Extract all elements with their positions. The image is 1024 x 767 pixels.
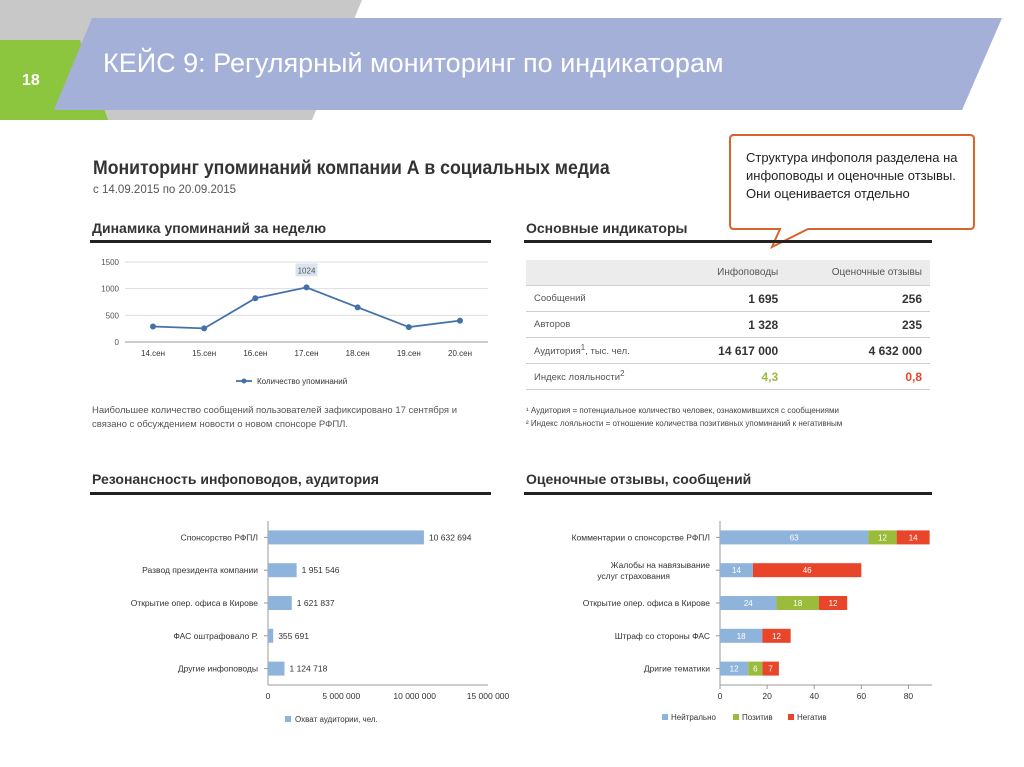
- legend-marker: [242, 379, 247, 384]
- segment-label: 12: [828, 599, 838, 608]
- y-tick-label: 0: [114, 338, 119, 347]
- table-cell: 256: [786, 286, 930, 312]
- table-cell: 1 695: [682, 286, 786, 312]
- line-chart-dynamics: [90, 250, 495, 395]
- row-label-text: Индекс лояльности: [534, 372, 621, 384]
- y-tick-label: 1000: [101, 284, 119, 294]
- table-row-label: Сообщений: [526, 286, 682, 312]
- segment-label: 63: [789, 533, 799, 543]
- segment-label: 24: [743, 599, 753, 608]
- data-point: [457, 318, 463, 324]
- bar: [268, 629, 273, 643]
- segment-label: 12: [772, 631, 781, 641]
- category-label: [597, 560, 710, 581]
- table-row: [526, 312, 930, 338]
- section-title-indicators: Основные индикаторы: [526, 220, 688, 236]
- x-tick-label: 40: [809, 691, 819, 701]
- table-header-row: [526, 260, 930, 286]
- highlight-label: 1024: [297, 266, 316, 276]
- category-label: Спонсорство РФПЛ: [180, 532, 258, 543]
- category-label-line: Дригие тематики: [643, 663, 710, 674]
- segment-label: 46: [802, 566, 812, 576]
- data-label: 1 621 837: [296, 598, 335, 608]
- table-cell: 4 632 000: [786, 338, 930, 364]
- data-point: [355, 304, 361, 310]
- footnote-marker: 2: [620, 369, 625, 379]
- x-tick-label: 16.сен: [243, 349, 268, 358]
- x-tick-label: 18.сен: [345, 349, 370, 358]
- table-row-label: [526, 338, 682, 364]
- table-row-label: Авторов: [526, 312, 682, 338]
- data-point: [406, 324, 412, 330]
- category-label: [644, 664, 710, 674]
- data-point: [252, 295, 258, 301]
- data-point: [304, 284, 310, 290]
- table-cell: 14 617 000: [682, 338, 786, 364]
- bar: [268, 662, 284, 676]
- x-tick-label: 10 000 000: [393, 691, 436, 701]
- footnote-marker: 1: [580, 343, 586, 353]
- x-tick-label: 15 000 000: [466, 691, 510, 701]
- data-label: 1 124 718: [289, 663, 328, 674]
- footnote-1: ¹ Аудитория = потенциальное количество человек, ознакомившихся с сообщениями: [526, 406, 839, 415]
- data-point: [201, 325, 207, 331]
- slide-number: 18: [22, 72, 40, 89]
- category-label: ФАС оштрафовало Р.: [173, 630, 258, 641]
- bar: [268, 596, 292, 610]
- section-divider: [524, 492, 932, 495]
- x-tick-label: 20.сен: [448, 349, 472, 358]
- section-title-resonance: Резонансность инфоповодов, аудитория: [92, 471, 379, 487]
- segment-label: 7: [768, 664, 773, 674]
- legend-label: Нейтрально: [671, 713, 716, 722]
- category-label: [615, 631, 710, 641]
- category-label: [583, 598, 711, 608]
- segment-label: 14: [732, 566, 741, 576]
- series-line: [153, 287, 460, 328]
- x-tick-label: 0: [265, 691, 271, 701]
- x-tick-label: 60: [856, 691, 867, 701]
- data-label: 10 632 694: [428, 532, 472, 543]
- x-tick-label: 0: [717, 691, 723, 701]
- slide-title: КЕЙС 9: Регулярный мониторинг по индикаторам: [103, 48, 724, 78]
- section-title-dynamics: Динамика упоминаний за неделю: [92, 220, 327, 236]
- loyalty-value-positive: 4,3: [682, 364, 786, 390]
- y-tick-label: 500: [105, 311, 119, 321]
- category-label: Развод президента компании: [142, 565, 258, 576]
- table-header-cell: [526, 260, 682, 286]
- legend-swatch: [662, 714, 668, 720]
- bar: [268, 563, 297, 577]
- data-label: 355 691: [278, 630, 309, 641]
- segment-label: 12: [729, 664, 739, 674]
- segment-label: 18: [736, 631, 746, 641]
- x-tick-label: 15.сен: [192, 349, 217, 358]
- category-label-line: Жалобы на навязывание: [610, 560, 710, 571]
- x-tick-label: 19.сен: [396, 349, 421, 358]
- legend-label: Негатив: [797, 713, 827, 722]
- stacked-bar-chart-reviews: [526, 515, 941, 737]
- x-tick-label: 14.сен: [141, 349, 165, 358]
- table-footnotes: [526, 404, 930, 430]
- table-row: [526, 338, 930, 364]
- row-label-text: Аудитория: [534, 346, 581, 358]
- loyalty-value-negative: 0,8: [786, 364, 930, 390]
- table-cell: 1 328: [682, 312, 786, 338]
- category-label: Открытие опер. офиса в Кирове: [130, 598, 258, 608]
- bar-chart-resonance: [90, 515, 510, 737]
- report-subtitle: с 14.09.2015 по 20.09.2015: [93, 184, 237, 196]
- segment-label: 12: [878, 533, 887, 543]
- segment-label: 14: [908, 533, 918, 543]
- category-label-line: Комментарии о спонсорстве РФПЛ: [571, 532, 710, 543]
- legend-swatch: [788, 714, 794, 720]
- segment-label: 6: [753, 664, 758, 674]
- table-header-cell: Оценочные отзывы: [786, 260, 930, 286]
- legend-label: Охват аудитории, чел.: [295, 715, 378, 724]
- data-point: [150, 324, 156, 330]
- legend-swatch: [733, 714, 739, 720]
- table-header-cell: Инфоповоды: [682, 260, 786, 286]
- section-divider: [90, 492, 491, 495]
- category-label-line: Открытие опер. офиса в Кирове: [582, 598, 710, 608]
- row-label-suffix: , тыс. чел.: [585, 346, 630, 358]
- bar: [268, 530, 424, 544]
- x-tick-label: 17.сен: [294, 349, 319, 358]
- category-label-line: Штраф со стороны ФАС: [614, 630, 710, 641]
- table-row-label: [526, 364, 682, 390]
- table-row: [526, 286, 930, 312]
- section-title-reviews: Оценочные отзывы, сообщений: [526, 471, 752, 487]
- table-cell: 235: [786, 312, 930, 338]
- data-label: 1 951 546: [301, 565, 340, 576]
- report-title: Мониторинг упоминаний компании А в социальных медиа: [93, 158, 610, 179]
- category-label: Другие инфоповоды: [177, 663, 258, 674]
- category-label: [572, 532, 710, 542]
- legend-swatch: [285, 716, 291, 722]
- legend-label: Позитив: [742, 713, 773, 722]
- section-divider: [90, 240, 491, 243]
- footnote-2: ² Индекс лояльности = отношение количества позитивных упоминаний к негативным: [526, 419, 843, 428]
- section-divider: [524, 240, 932, 243]
- x-tick-label: 80: [903, 691, 914, 701]
- dynamics-note: Наибольшее количество сообщений пользователей зафиксировано 17 сентября и связано с обсуждением новости о новом спонсоре РФПЛ.: [92, 405, 458, 430]
- y-tick-label: 1500: [101, 258, 119, 267]
- x-tick-label: 5 000 000: [322, 691, 361, 701]
- segment-label: 18: [793, 599, 803, 608]
- x-tick-label: 20: [762, 691, 772, 701]
- callout-text: Структура инфополя разделена на инфоповоды и оценочные отзывы. Они оценивается отдельно: [746, 150, 958, 201]
- category-label-line: услуг страхования: [597, 571, 670, 582]
- legend-label: Количество упоминаний: [257, 377, 348, 386]
- table-row: [526, 364, 930, 390]
- indicators-table: [526, 260, 930, 390]
